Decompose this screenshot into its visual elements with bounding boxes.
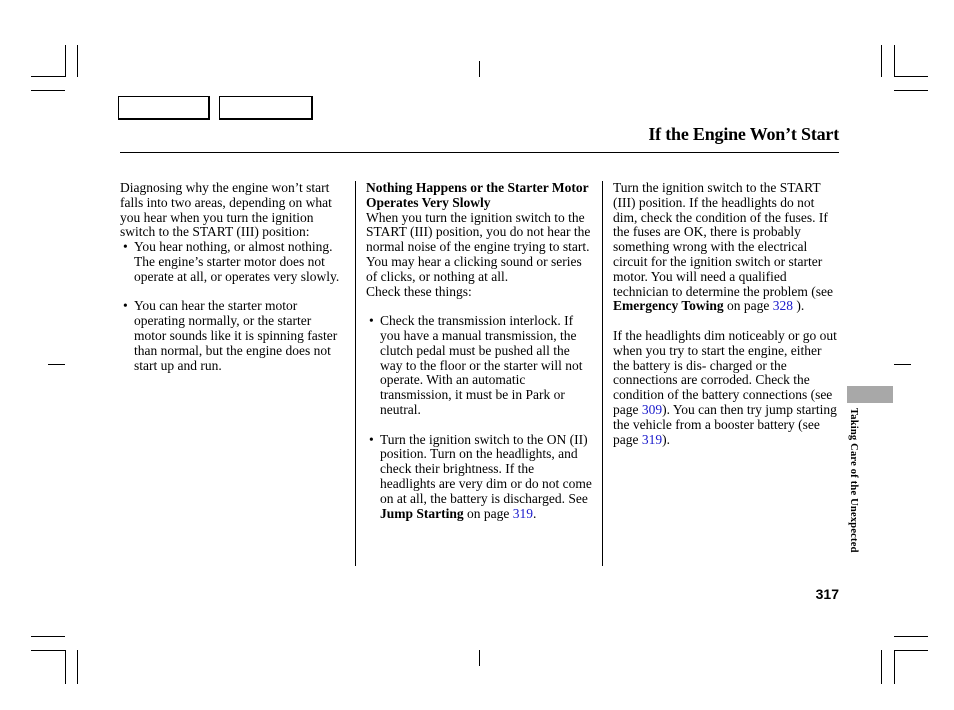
list-item (120, 240, 345, 284)
title-rule (120, 152, 839, 153)
page-title: If the Engine Won’t Start (648, 124, 839, 144)
crop-mark (894, 364, 911, 365)
crop-mark (881, 45, 882, 77)
crop-mark (31, 636, 65, 637)
crop-mark (894, 636, 928, 637)
body-paragraph: Check these things: (366, 283, 472, 299)
on-page-text: on page (727, 298, 770, 314)
bullet-icon: • (369, 313, 374, 329)
section-tab (847, 386, 893, 403)
body-paragraph (613, 329, 839, 447)
crop-mark (894, 76, 928, 77)
page-link[interactable]: 328 (772, 298, 793, 314)
cross-reference[interactable]: Jump Starting (380, 505, 464, 521)
crop-mark (65, 45, 66, 77)
header-tab-box (118, 96, 210, 120)
crop-mark (894, 45, 895, 77)
list-item (120, 299, 345, 373)
section-heading: Nothing Happens or the Starter Motor Operates Very Slowly (366, 180, 589, 210)
crop-mark (31, 650, 65, 651)
punctuation: . (533, 505, 537, 521)
paragraph-text: ). You can then try jump starting the vehicle from a booster battery (see page (613, 401, 837, 447)
crop-mark (881, 650, 882, 684)
column-divider (355, 181, 356, 566)
list-item (366, 433, 592, 522)
bullet-icon: • (369, 431, 374, 447)
paragraph-text: Turn the ignition switch to the START (III) position. If the headlights do not dim, check the condition of the fuses. If the fuses are OK, there is probably something wrong with the electrical circuit for the ignition switch or starter motor. You will need a qualified technician to determine the problem (see (613, 180, 834, 299)
crop-mark (48, 364, 65, 365)
crop-mark (31, 76, 65, 77)
cross-reference[interactable]: Emergency Towing (613, 298, 724, 314)
body-paragraph (613, 181, 839, 314)
crop-mark (894, 90, 928, 91)
crop-mark (65, 650, 66, 684)
crop-mark (479, 61, 480, 77)
intro-paragraph: Diagnosing why the engine won’t start falls into two areas, depending on what you hear when you turn the ignition switch to the START (III) position: (120, 180, 332, 240)
crop-mark (479, 650, 480, 666)
section-label: Taking Care of the Unexpected (848, 408, 859, 553)
header-tab-box (219, 96, 313, 120)
list-item-text: You hear nothing, or almost nothing. The engine’s starter motor does not operate at all, or operates very slowly. (134, 239, 340, 284)
list-item-text: Turn the ignition switch to the ON (II) position. Turn on the headlights, and check their brightness. If the headlights are very dim or do not come on at all, the battery is discharged. See (380, 431, 592, 506)
page-link[interactable]: 309 (641, 401, 663, 417)
bullet-icon: • (123, 239, 128, 255)
list-item (366, 314, 592, 418)
column-2 (366, 181, 592, 521)
crop-mark (31, 90, 65, 91)
crop-mark (77, 650, 78, 684)
page-link[interactable]: 319 (641, 431, 663, 447)
list-item-text: You can hear the starter motor operating normally, or the starter motor sounds like it is spinning faster than normal, but the engine does not start up and run. (134, 298, 338, 373)
on-page-text: on page (467, 505, 510, 521)
column-3 (613, 181, 839, 447)
list-item-text: Check the transmission interlock. If you have a manual transmission, the clutch pedal must be pushed all the way to the floor or the starter will not operate. With an automatic transmission, it must be in Park or neutral. (380, 313, 583, 417)
crop-mark (894, 650, 895, 684)
crop-mark (77, 45, 78, 77)
crop-mark (894, 650, 928, 651)
body-paragraph: When you turn the ignition switch to the START (III) position, you do not hear the normal noise of the engine trying to start. You may hear a clicking sound or series of clicks, or nothing at all. (366, 209, 591, 284)
column-divider (602, 181, 603, 566)
paragraph-text: If the headlights dim noticeably or go out when you try to start the engine, either the battery is dis- charged or the connections are corroded. Check the condition of the battery connections (see page (613, 327, 837, 417)
bullet-icon: • (123, 298, 128, 314)
punctuation: ). (796, 298, 805, 314)
punctuation: ). (662, 431, 670, 447)
page-link[interactable]: 319 (512, 505, 533, 521)
column-1 (120, 181, 345, 373)
page-number: 317 (815, 586, 839, 602)
